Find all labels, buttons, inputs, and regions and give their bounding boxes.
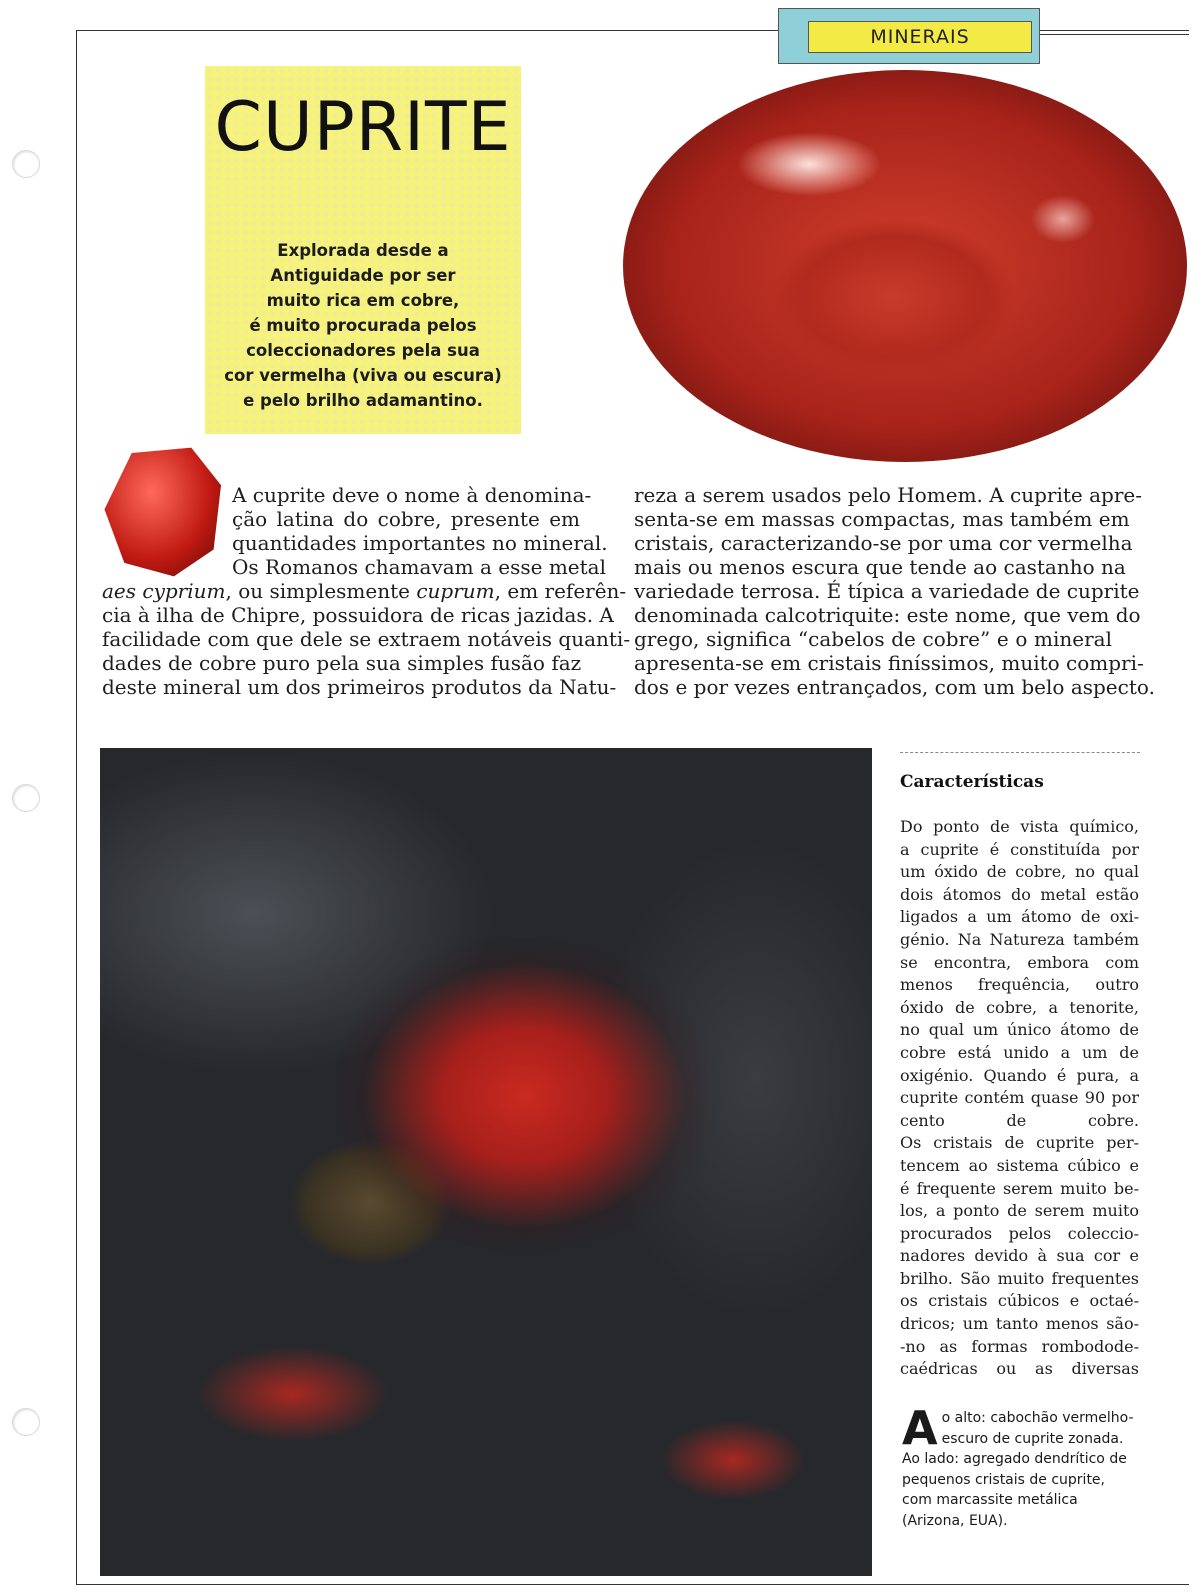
body-line: deste mineral um dos primeiros produtos da Natu- bbox=[102, 675, 617, 699]
sidebar-line: ligados a um átomo de oxi- bbox=[900, 907, 1139, 927]
body-line: dos e por vezes entrançados, com um belo aspecto. bbox=[634, 675, 1155, 699]
body-line: cia à ilha de Chipre, possuidora de ricas jazidas. A bbox=[102, 603, 614, 627]
intro-text bbox=[215, 238, 511, 413]
characteristics-sidebar bbox=[900, 768, 1139, 1381]
sidebar-line: óxido de cobre, a tenorite, bbox=[900, 997, 1139, 1017]
sidebar-line: Do ponto de vista químico, bbox=[900, 817, 1139, 836]
intro-line: Antiguidade por ser bbox=[270, 266, 456, 285]
caption-dropcap: A bbox=[902, 1401, 938, 1455]
cabochon-photo bbox=[623, 70, 1187, 462]
title-box bbox=[205, 66, 521, 434]
sidebar-line: é frequente serem muito be- bbox=[900, 1178, 1139, 1198]
body-line: grego, significa “cabelos de cobre” e o mineral bbox=[634, 627, 1112, 651]
sidebar-line: caédricas ou as diversas bbox=[900, 1359, 1139, 1379]
body-column-right bbox=[634, 483, 1155, 699]
sidebar-text bbox=[900, 816, 1139, 1381]
sidebar-line: brilho. São muito frequentes bbox=[900, 1268, 1139, 1288]
sidebar-line: dois átomos do metal estão bbox=[900, 884, 1139, 904]
sidebar-line: génio. Na Natureza também bbox=[900, 929, 1139, 949]
body-line: A cuprite deve o nome à denomina- bbox=[232, 483, 592, 507]
sidebar-line: Os cristais de cuprite per- bbox=[900, 1133, 1139, 1153]
sidebar-line: se encontra, embora com bbox=[900, 952, 1139, 972]
sidebar-line: menos frequência, outro bbox=[900, 975, 1139, 995]
body-line: dades de cobre puro pela sua simples fusão faz bbox=[102, 651, 582, 675]
intro-line: muito rica em cobre, bbox=[266, 291, 460, 310]
body-line: reza a serem usados pelo Homem. A cuprite apre- bbox=[634, 483, 1142, 507]
binder-hole-middle bbox=[12, 784, 40, 812]
section-tab: MINERAIS bbox=[808, 21, 1032, 53]
sidebar-line: cobre está unido a um de bbox=[900, 1042, 1139, 1062]
body-line: denominada calcotriquite: este nome, que vem do bbox=[634, 603, 1141, 627]
sidebar-line: cuprite contém quase 90 por bbox=[900, 1088, 1139, 1108]
body-column-left bbox=[102, 483, 631, 699]
section-tab-rule bbox=[1040, 34, 1189, 35]
sidebar-heading: Características bbox=[900, 772, 1044, 792]
intro-line: e pelo brilho adamantino. bbox=[243, 391, 483, 410]
sidebar-line: um óxido de cobre, no qual bbox=[900, 862, 1139, 882]
dendritic-cuprite-photo bbox=[100, 748, 872, 1576]
body-line: cristais, caracterizando-se por uma cor vermelha bbox=[634, 531, 1133, 555]
sidebar-line: a cuprite é constituída por bbox=[900, 839, 1139, 859]
sidebar-line: procurados pelos coleccio- bbox=[900, 1223, 1139, 1243]
binder-hole-bottom bbox=[12, 1408, 40, 1436]
body-line: quantidades importantes no mineral. bbox=[232, 531, 608, 555]
sidebar-line: nadores devido à sua cor e bbox=[900, 1246, 1139, 1266]
body-line: facilidade com que dele se extraem notáveis quanti- bbox=[102, 627, 631, 651]
binder-hole-top bbox=[12, 150, 40, 178]
sidebar-line: los, a ponto de serem muito bbox=[900, 1201, 1139, 1221]
body-line: mais ou menos escura que tende ao castanho na bbox=[634, 555, 1126, 579]
body-line: ção latina do cobre, presente em bbox=[232, 507, 580, 531]
sidebar-line: os cristais cúbicos e octaé- bbox=[900, 1291, 1139, 1311]
page-title: CUPRITE bbox=[214, 88, 512, 167]
sidebar-divider bbox=[900, 752, 1140, 753]
body-line-italic: aes cyprium, ou simplesmente cuprum, em referên- bbox=[102, 579, 627, 603]
sidebar-line: -no as formas rombodode- bbox=[900, 1336, 1139, 1356]
sidebar-line: no qual um único átomo de bbox=[900, 1020, 1139, 1040]
sidebar-line: oxigénio. Quando é pura, a bbox=[900, 1065, 1139, 1085]
sidebar-line: cento de cobre. bbox=[900, 1110, 1139, 1130]
intro-line: cor vermelha (viva ou escura) bbox=[224, 366, 502, 385]
sidebar-line: dricos; um tanto menos são- bbox=[900, 1314, 1139, 1334]
body-line: apresenta-se em cristais finíssimos, muito compri- bbox=[634, 651, 1144, 675]
photo-caption bbox=[902, 1401, 1138, 1531]
caption-text: o alto: cabochão vermelho-escuro de cuprite zonada. Ao lado: agregado dendrítico de pequenos cristais de cuprite, com marcassite metálica (Arizona, EUA). bbox=[902, 1410, 1134, 1529]
intro-line: é muito procurada pelos bbox=[249, 316, 477, 335]
sidebar-line: tencem ao sistema cúbico e bbox=[900, 1155, 1139, 1175]
body-line: senta-se em massas compactas, mas também em bbox=[634, 507, 1130, 531]
intro-line: coleccionadores pela sua bbox=[246, 341, 480, 360]
body-line: variedade terrosa. É típica a variedade de cuprite bbox=[634, 579, 1140, 603]
body-line: Os Romanos chamavam a esse metal bbox=[232, 555, 606, 579]
intro-line: Explorada desde a bbox=[277, 241, 449, 260]
